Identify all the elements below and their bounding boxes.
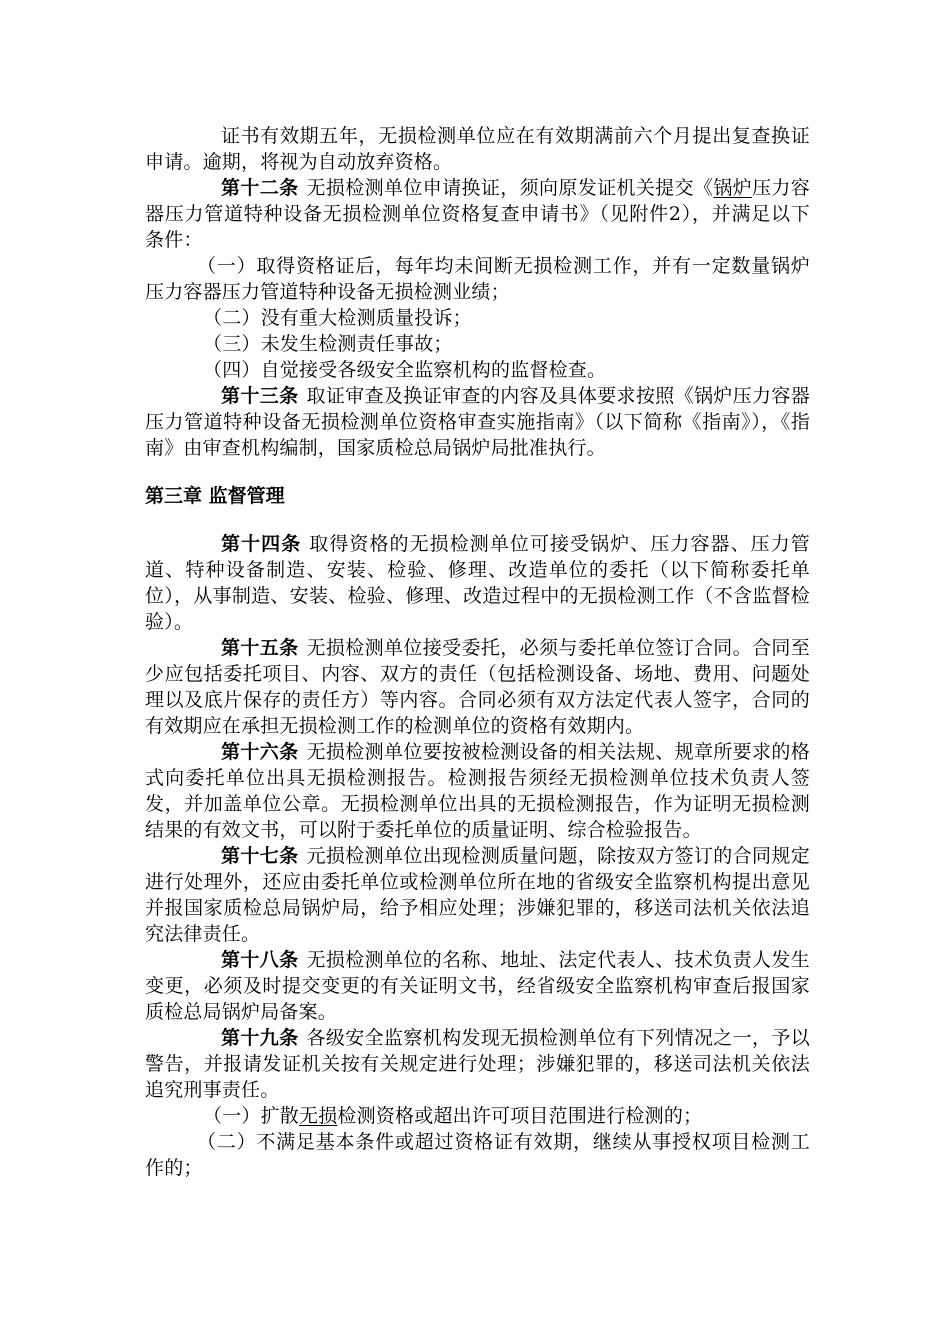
violation-2: （二）不满足基本条件或超过资格证有效期，继续从事授权项目检测工作的； [145,1131,810,1179]
violation-1-text-a: （一）扩散 [203,1105,300,1127]
article-12-text-a: 无损检测单位申请换证，须向原发证机关提交《 [306,177,714,199]
paragraph-certificate-validity: 证书有效期五年，无损检测单位应在有效期满前六个月提出复查换证申请。逾期，将视为自动放弃资格。 [145,125,810,173]
article-17-label: 第十七条 [221,845,299,867]
article-13 [145,383,810,461]
article-17-text: 元损检测单位出现检测质量问题，除按双方签订的合同规定进行处理外，还应由委托单位或检测单位所在地的省级安全监察机构提出意见并报国家质检总局锅炉局，给予相应处理；涉嫌犯罪的，移送司法机关依法追究法律责任。 [145,845,810,945]
condition-2: （二）没有重大检测质量投诉； [203,307,472,329]
article-19-text: 各级安全监察机构发现无损检测单位有下列情况之一，予以警告，并报请发证机关按有关规定进行处理；涉嫌犯罪的，移送司法机关依法追究刑事责任。 [145,1027,810,1101]
document-page [145,123,810,1181]
article-16 [145,739,810,843]
violation-1-text-b: 检测资格或超出许可项目范围进行检测的； [337,1105,703,1127]
violation-1 [145,1103,810,1129]
article-16-text: 无损检测单位要按被检测设备的相关法规、规章所要求的格式向委托单位出具无损检测报告。检测报告须经无损检测单位技术负责人签发，并加盖单位公章。无损检测单位出具的无损检测报告，作为证明无损检测结果的有效文书，可以附于委托单位的质量证明、综合检验报告。 [145,741,810,841]
article-14-label: 第十四条 [221,533,302,555]
condition-3: （三）未发生检测责任事故； [203,333,453,355]
article-12 [145,175,810,253]
article-12-label: 第十二条 [221,177,299,199]
article-18 [145,947,810,1025]
article-14 [145,531,810,635]
chapter-3-heading: 第三章 监督管理 [145,485,285,507]
article-14-text: 取得资格的无损检测单位可接受锅炉、压力容器、压力管道、特种设备制造、安装、检验、修理、改造单位的委托（以下简称委托单位），从事制造、安装、检验、修理、改造过程中的无损检测工作（不含监督检验）。 [145,533,810,633]
article-13-label: 第十三条 [221,385,299,407]
article-17 [145,843,810,947]
article-18-label: 第十八条 [221,949,299,971]
article-12-text-b: 压力容器压力管道特种设备无损检测单位资格复查申请书》（见附件2），并满足以下条件： [145,177,811,251]
article-15-text: 无损检测单位接受委托，必须与委托单位签订合同。合同至少应包括委托项目、内容、双方的责任（包括检测设备、场地、费用、问题处理以及底片保存的责任方）等内容。合同必须有双方法定代表人签字，合同的有效期应在承担无损检测工作的检测单位的资格有效期内。 [145,637,810,737]
article-16-label: 第十六条 [221,741,299,763]
article-19-label: 第十九条 [221,1027,299,1049]
article-19 [145,1025,810,1103]
article-18-text: 无损检测单位的名称、地址、法定代表人、技术负责人发生变更，必须及时提交变更的有关证明文书，经省级安全监察机构审查后报国家质检总局锅炉局备案。 [145,949,810,1023]
condition-1: （一）取得资格证后，每年均未间断无损检测工作，并有一定数量锅炉压力容器压力管道特种设备无损检测业绩； [145,255,810,303]
article-12-underlined: 锅炉 [713,177,753,199]
condition-4: （四）自觉接受各级安全监察机构的监督检查。 [203,359,607,381]
article-15 [145,635,810,739]
violation-1-underlined: 无损 [299,1105,338,1127]
article-13-text: 取证审查及换证审查的内容及具体要求按照《锅炉压力容器压力管道特种设备无损检测单位资格审查实施指南》（以下简称《指南》），《指南》由审查机构编制，国家质检总局锅炉局批准执行。 [145,385,810,459]
article-15-label: 第十五条 [221,637,299,659]
